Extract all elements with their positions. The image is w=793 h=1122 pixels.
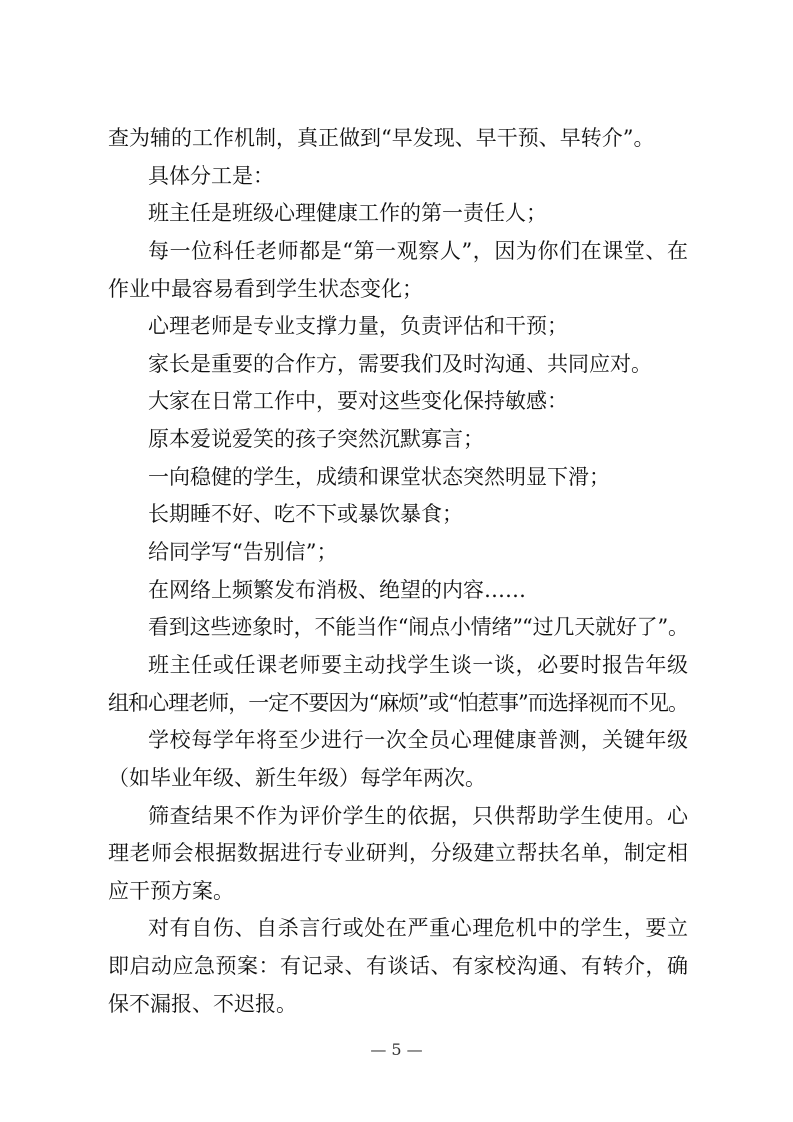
paragraph-line: 班主任是班级心理健康工作的第一责任人； [148,201,547,226]
paragraph-line: 对有自伤、自杀言行或处在严重心理危机中的学生，要立 [148,916,688,941]
paragraph-line: 班主任或任课老师要主动找学生谈一谈，必要时报告年级 [148,652,688,677]
paragraph-line: 每一位科任老师都是“第一观察人”，因为你们在课堂、在 [148,238,688,263]
paragraph-line: 应干预方案。 [108,878,234,903]
paragraph [108,120,688,158]
paragraph [108,383,688,421]
paragraph-line: 原本爱说爱笑的孩子突然沉默寡言； [148,427,484,452]
paragraph-line: 即启动应急预案：有记录、有谈话、有家校沟通、有转介，确 [108,954,688,979]
paragraph [108,798,688,911]
paragraph-line: 在网络上频繁发布消极、绝望的内容…… [148,577,526,602]
paragraph [108,496,688,534]
paragraph [108,647,688,722]
paragraph [108,195,688,233]
paragraph-line: 给同学写“告别信”； [148,540,338,565]
paragraph-line: （如毕业年级、新生年级）每学年两次。 [108,765,486,790]
paragraph [108,910,688,1023]
page-number: — 5 — [370,1040,423,1059]
paragraph-line: 家长是重要的合作方，需要我们及时沟通、共同应对。 [148,351,652,376]
paragraph-line: 长期睡不好、吃不下或暴饮暴食； [148,502,463,527]
paragraph [108,158,688,196]
paragraph [108,572,688,610]
paragraph [108,421,688,459]
paragraph-line: 学校每学年将至少进行一次全员心理健康普测，关键年级 [148,728,688,753]
paragraph [108,459,688,497]
paragraph-line: 作业中最容易看到学生状态变化； [108,276,423,301]
document-body [108,120,688,1023]
paragraph-line: 组和心理老师，一定不要因为“麻烦”或“怕惹事”而选择视而不见。 [108,690,688,715]
paragraph-line: 大家在日常工作中，要对这些变化保持敏感： [148,389,568,414]
paragraph-line: 筛查结果不作为评价学生的依据，只供帮助学生使用。心 [148,803,688,828]
paragraph-line: 保不漏报、不迟报。 [108,991,297,1016]
paragraph [108,722,688,797]
paragraph [108,346,688,384]
paragraph [108,233,688,308]
paragraph-line: 查为辅的工作机制，真正做到“早发现、早干预、早转介”。 [108,126,655,150]
paragraph-line: 理老师会根据数据进行专业研判，分级建立帮扶名单，制定相 [108,841,688,866]
paragraph-line: 一向稳健的学生，成绩和课堂状态突然明显下滑； [148,464,610,489]
paragraph-line: 心理老师是专业支撑力量，负责评估和干预； [148,314,568,339]
paragraph [108,609,688,647]
paragraph [108,308,688,346]
paragraph-line: 具体分工是： [148,163,274,188]
paragraph-line: 看到这些迹象时，不能当作“闹点小情绪”“过几天就好了”。 [148,615,688,640]
paragraph [108,534,688,572]
